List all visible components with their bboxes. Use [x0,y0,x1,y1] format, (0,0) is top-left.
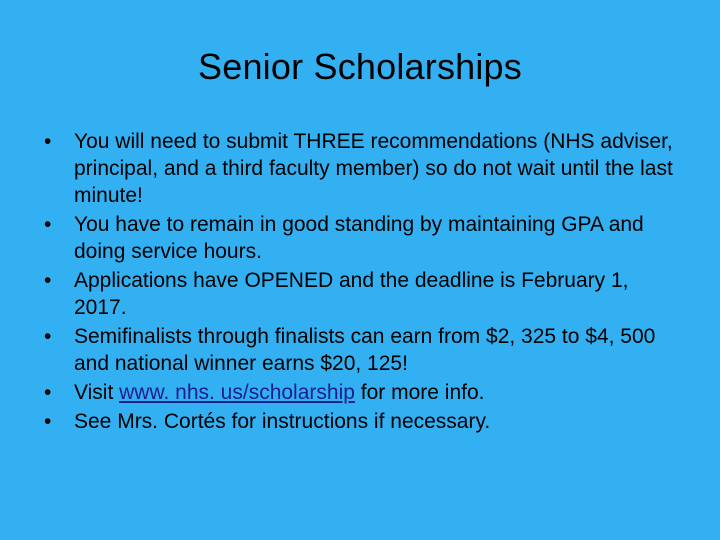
bullet-list [44,128,684,437]
bullet-icon: • [44,269,52,292]
slide-title: Senior Scholarships [198,46,522,87]
bullet-text: You will need to submit THREE recommendations (NHS adviser, principal, and a third faculty member) so do not wait until the last minute! [74,130,673,207]
bullet-icon: • [44,213,52,236]
bullet-text-before-link: Visit [74,381,120,404]
bullet-text-after-link: for more info. [354,381,485,404]
bullet-icon: • [44,325,52,348]
bullet-text: Semifinalists through finalists can earn from $2, 325 to $4, 500 and national winner earns $20, 125! [74,325,656,375]
bullet-icon: • [44,130,52,153]
bullet-text: You have to remain in good standing by maintaining GPA and doing service hours. [74,213,644,263]
bullet-text: Applications have OPENED and the deadline is February 1, 2017. [74,269,629,319]
scholarship-link[interactable]: www. nhs. us/scholarship [119,381,355,404]
bullet-text: See Mrs. Cortés for instructions if necessary. [74,410,491,433]
bullet-deadline [44,267,684,321]
bullet-visit-website [44,379,684,406]
bullet-awards [44,323,684,377]
bullet-icon: • [44,410,52,433]
bullet-instructions [44,408,684,435]
bullet-icon: • [44,381,52,404]
bullet-good-standing [44,211,684,265]
bullet-recommendations [44,128,684,209]
